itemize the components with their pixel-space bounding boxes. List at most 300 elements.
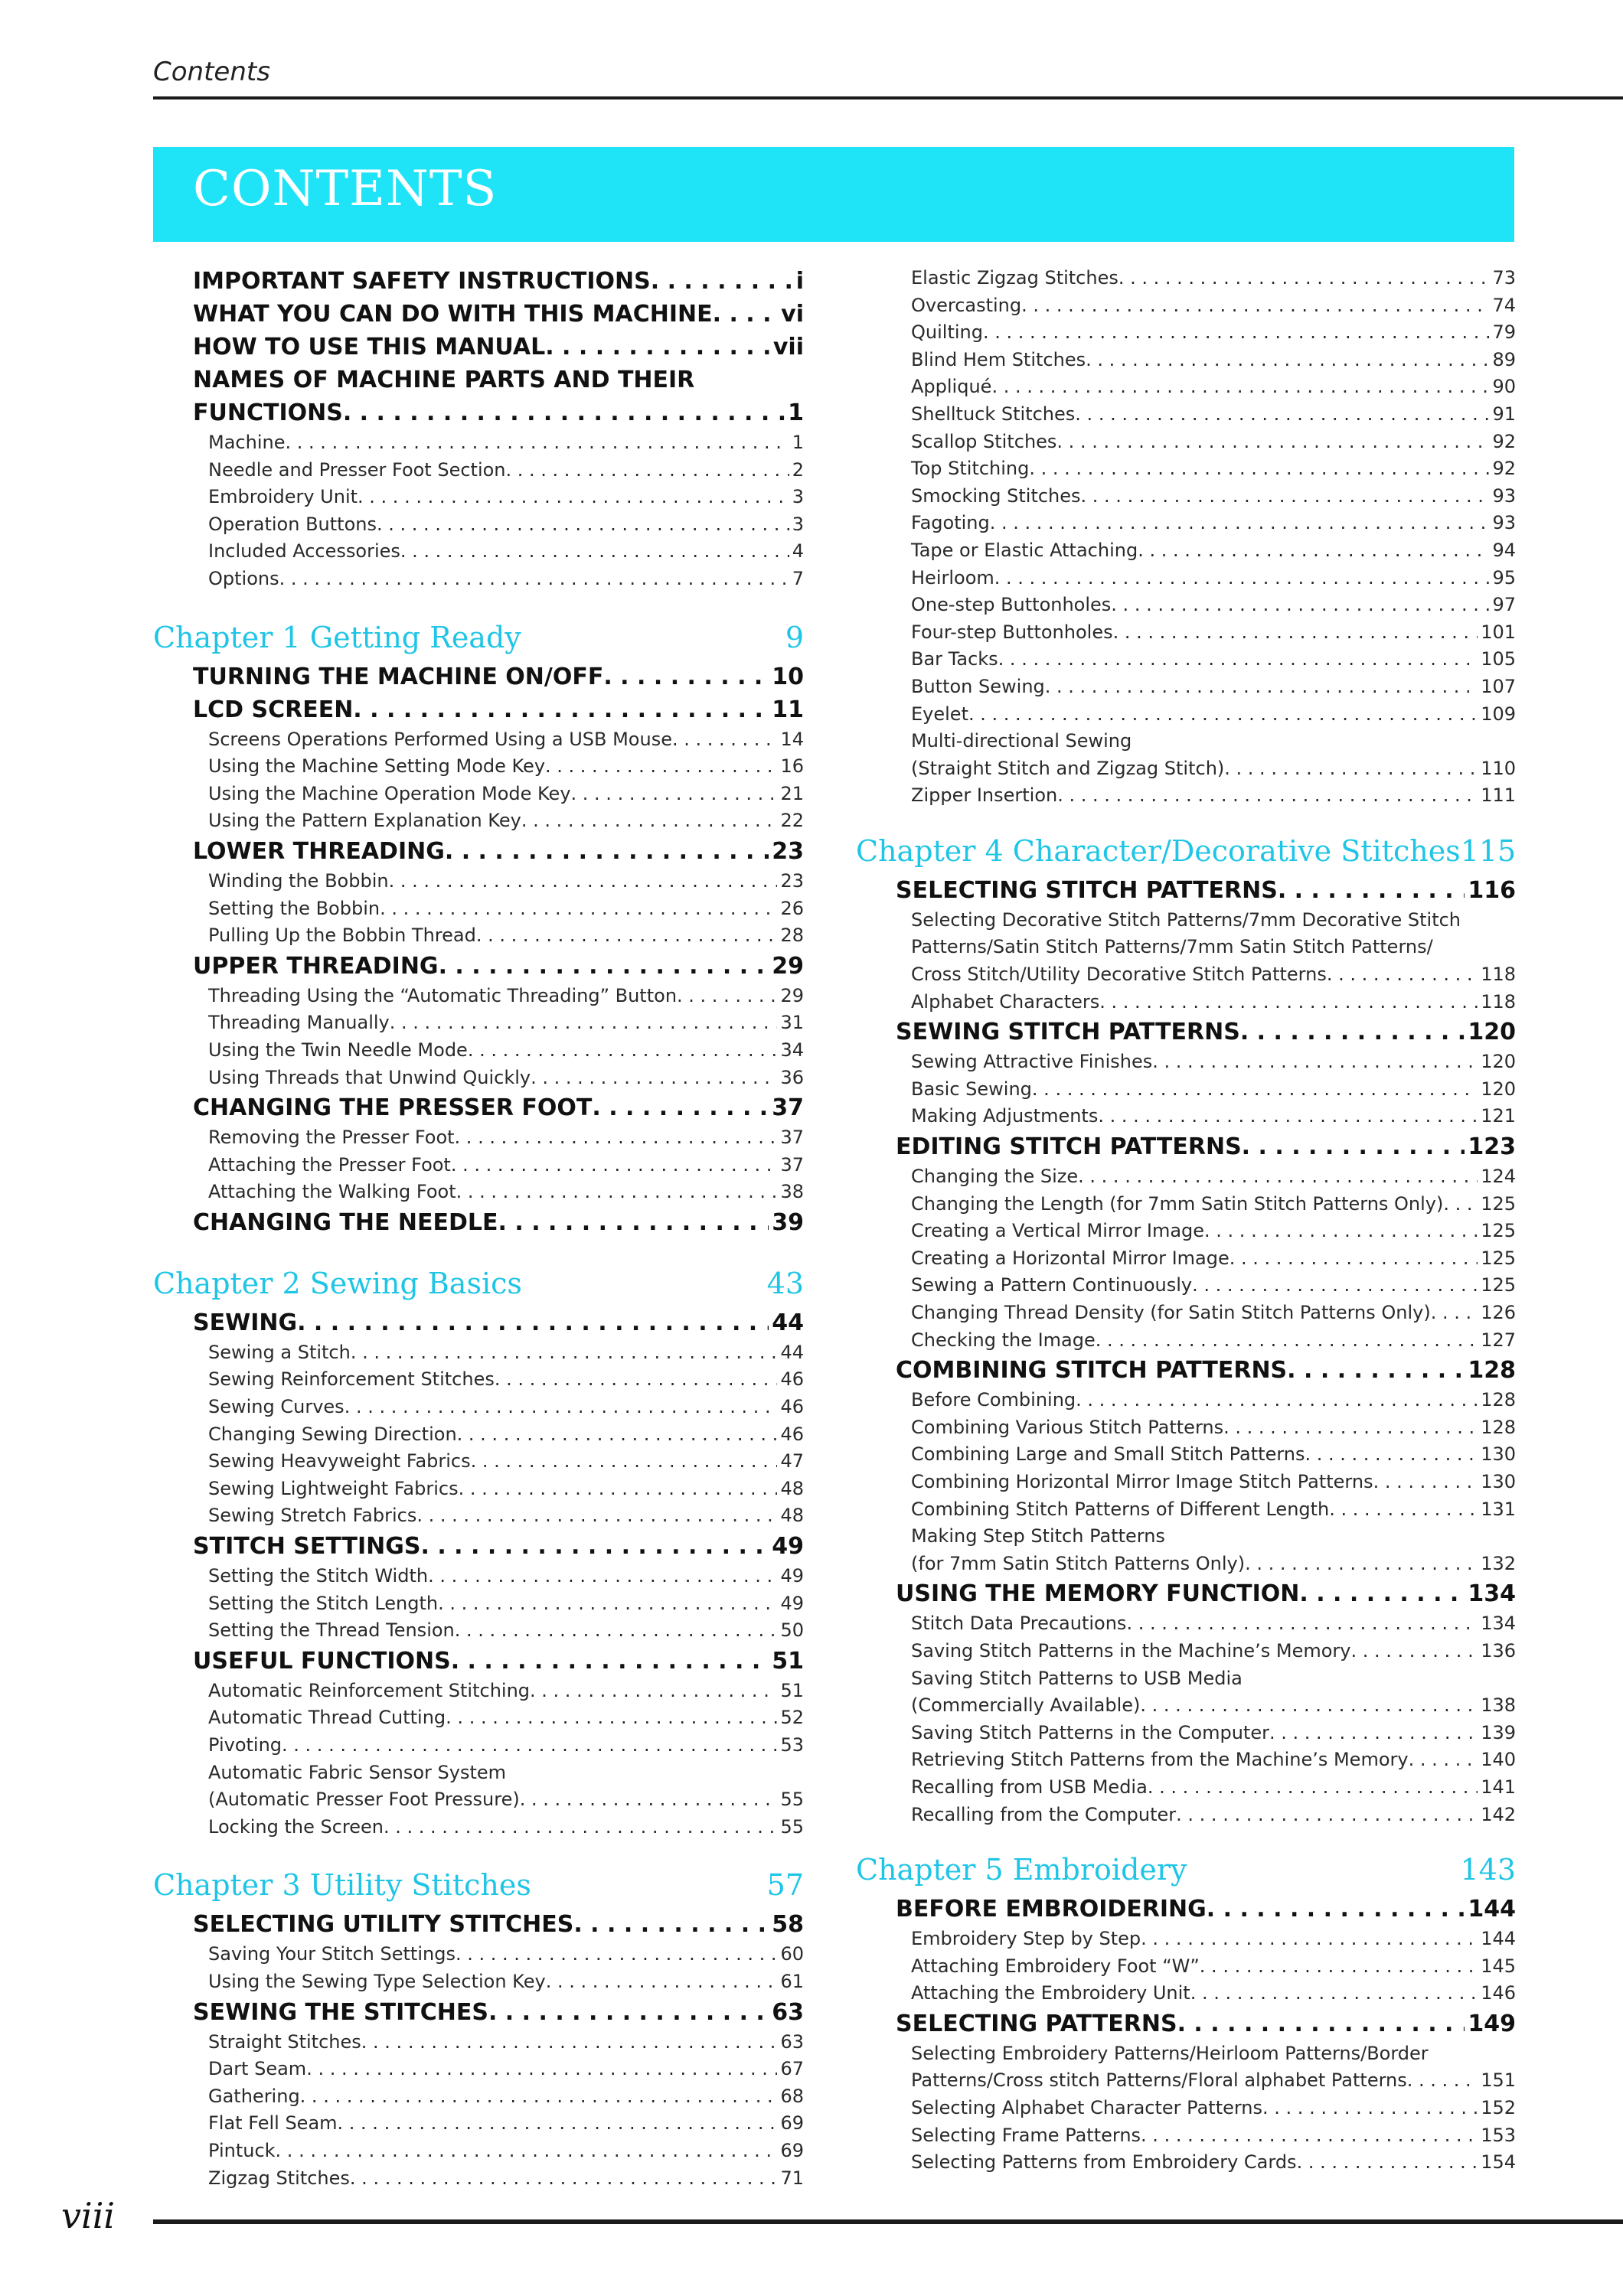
toc-subsection-title: Options	[208, 567, 279, 589]
dot-leader	[455, 1617, 778, 1645]
toc-section[interactable]	[856, 1354, 1516, 1387]
toc-subsection[interactable]	[153, 726, 804, 754]
toc-subsection[interactable]	[856, 619, 1516, 647]
toc-subsection[interactable]	[856, 483, 1516, 510]
toc-subsection-page: 23	[780, 869, 804, 892]
toc-subsection[interactable]	[153, 2110, 804, 2138]
toc-subsection[interactable]	[153, 868, 804, 895]
toc-subsection[interactable]	[856, 1774, 1516, 1802]
toc-subsection-title: Saving Your Stitch Settings	[208, 1943, 456, 1965]
toc-subsection-page: 152	[1481, 2097, 1516, 2119]
toc-section-title: SEWING THE STITCHES	[193, 1998, 488, 2026]
running-head: Contents	[153, 57, 270, 87]
toc-subsection-page: 138	[1481, 1694, 1516, 1717]
toc-section-page: i	[795, 268, 804, 295]
toc-section[interactable]	[153, 1908, 804, 1941]
toc-subsection[interactable]	[856, 1441, 1516, 1469]
toc-subsection[interactable]	[856, 1551, 1516, 1578]
toc-subsection-line: Saving Stitch Patterns to USB Media	[911, 1667, 1243, 1689]
toc-section-page: 23	[772, 837, 804, 865]
toc-subsection[interactable]	[856, 510, 1516, 537]
toc-subsection-title: Retrieving Stitch Patterns from the Machine’s Memory	[911, 1749, 1409, 1771]
dot-leader	[456, 1941, 778, 1968]
toc-subsection[interactable]	[856, 1638, 1516, 1665]
toc-subsection-page: 90	[1492, 376, 1516, 398]
toc-subsection-page: 49	[780, 1592, 804, 1614]
chapter-heading[interactable]	[856, 828, 1516, 874]
dot-leader	[1407, 2067, 1478, 2095]
toc-subsection[interactable]	[856, 1610, 1516, 1638]
toc-section[interactable]	[856, 1893, 1516, 1926]
toc-section-title: BEFORE EMBROIDERING	[896, 1896, 1207, 1923]
dot-leader	[1242, 1130, 1465, 1163]
toc-section-page: 29	[772, 952, 804, 980]
toc-section-page: 120	[1468, 1019, 1516, 1046]
toc-subsection-page: 130	[1481, 1470, 1516, 1492]
toc-section-title: USING THE MEMORY FUNCTION	[896, 1580, 1300, 1608]
toc-subsection-page: 52	[780, 1707, 804, 1729]
toc-subsection-title: Saving Stitch Patterns in the Computer	[911, 1721, 1269, 1743]
chapter-page: 143	[1460, 1853, 1516, 1887]
chapter-heading[interactable]	[153, 615, 804, 660]
toc-section-page: 116	[1468, 876, 1516, 904]
dot-leader	[350, 2165, 778, 2193]
chapter-heading[interactable]	[856, 1847, 1516, 1893]
dot-leader	[1076, 1387, 1478, 1414]
toc-subsection[interactable]	[153, 1339, 804, 1367]
dot-leader	[530, 1678, 777, 1705]
toc-section[interactable]	[153, 660, 804, 693]
dot-leader	[358, 484, 789, 511]
bottom-rule	[153, 2219, 1623, 2224]
toc-subsection-title: Recalling from the Computer	[911, 1803, 1177, 1825]
toc-subsection[interactable]	[856, 565, 1516, 592]
toc-subsection-title: One-step Buttonholes	[911, 594, 1112, 616]
toc-section[interactable]	[153, 331, 804, 364]
toc-subsection[interactable]	[153, 1448, 804, 1476]
toc-section[interactable]	[856, 1130, 1516, 1163]
toc-subsection-page: 101	[1481, 621, 1516, 643]
toc-subsection-title: Alphabet Characters	[911, 990, 1100, 1013]
dot-leader	[571, 781, 778, 808]
toc-subsection-title: Checking the Image	[911, 1329, 1096, 1351]
toc-subsection-page: 125	[1481, 1247, 1516, 1269]
dot-leader	[476, 922, 778, 950]
toc-subsection[interactable]	[153, 1037, 804, 1065]
dot-leader	[1176, 1802, 1478, 1829]
dot-leader	[446, 1704, 777, 1732]
toc-subsection[interactable]	[153, 1617, 804, 1645]
toc-subsection[interactable]	[856, 347, 1516, 374]
dot-leader	[377, 511, 789, 539]
toc-section-page: 128	[1468, 1357, 1516, 1384]
toc-subsection-page: 120	[1481, 1051, 1516, 1073]
toc-subsection-page: 46	[780, 1423, 804, 1445]
toc-subsection-page: 37	[780, 1127, 804, 1149]
toc-subsection[interactable]	[856, 1327, 1516, 1355]
dot-leader	[495, 1366, 778, 1394]
toc-section-page: 39	[772, 1208, 804, 1236]
toc-section[interactable]	[153, 1206, 804, 1239]
dot-leader	[672, 726, 777, 754]
toc-subsection[interactable]	[153, 1179, 804, 1206]
dot-leader	[498, 1206, 769, 1239]
dot-leader	[531, 1065, 777, 1092]
toc-section[interactable]	[856, 2007, 1516, 2040]
toc-subsection-line: Selecting Decorative Stitch Patterns/7mm Decorative Stitch	[911, 908, 1461, 931]
toc-subsection[interactable]	[856, 961, 1516, 989]
toc-subsection[interactable]	[856, 1218, 1516, 1245]
toc-subsection-title: Changing the Length (for 7mm Satin Stitch Patterns Only)	[911, 1192, 1444, 1215]
toc-subsection-title: Changing Sewing Direction	[208, 1423, 457, 1445]
toc-subsection[interactable]	[153, 895, 804, 923]
toc-subsection-title: Sewing Attractive Finishes	[911, 1051, 1153, 1073]
toc-section-title: STITCH SETTINGS	[193, 1533, 421, 1561]
dot-leader	[592, 1091, 769, 1124]
toc-subsection[interactable]	[153, 1421, 804, 1449]
toc-subsection-title: Smocking Stitches	[911, 484, 1081, 507]
toc-subsection-title: Gathering	[208, 2085, 300, 2107]
toc-subsection-page: 7	[792, 567, 804, 589]
toc-subsection-title: Creating a Vertical Mirror Image	[911, 1220, 1205, 1242]
toc-section-title: COMBINING STITCH PATTERNS	[896, 1357, 1288, 1384]
toc-subsection-title: Top Stitching	[911, 458, 1030, 480]
toc-subsection[interactable]	[856, 1414, 1516, 1442]
toc-subsection-title: Screens Operations Performed Using a USB Mouse	[208, 728, 672, 750]
dot-leader	[1099, 989, 1478, 1016]
toc-subsection-title: Bar Tacks	[911, 648, 998, 670]
dot-leader	[713, 298, 779, 331]
toc-subsection-title: Dart Seam	[208, 2058, 307, 2080]
toc-subsection-page: 151	[1481, 2069, 1516, 2092]
toc-section[interactable]	[153, 693, 804, 726]
toc-subsection-page: 74	[1492, 294, 1516, 316]
toc-subsection-page: 153	[1481, 2124, 1516, 2146]
toc-subsection[interactable]	[856, 989, 1516, 1016]
toc-subsection[interactable]	[856, 1469, 1516, 1496]
dot-leader	[1141, 2122, 1478, 2150]
toc-subsection[interactable]	[856, 1049, 1516, 1076]
toc-subsection-title: Combining Stitch Patterns of Different Length	[911, 1498, 1330, 1520]
toc-subsection-page: 55	[780, 1815, 804, 1838]
toc-subsection-page: 1	[792, 432, 804, 453]
toc-subsection-title: Using Threads that Unwind Quickly	[208, 1066, 531, 1088]
toc-subsection[interactable]	[153, 2138, 804, 2165]
toc-subsection-page: 26	[780, 897, 804, 919]
toc-subsection[interactable]	[856, 1802, 1516, 1829]
toc-subsection-page: 109	[1481, 703, 1516, 725]
toc-subsection-page: 71	[780, 2167, 804, 2189]
toc-section[interactable]	[153, 265, 804, 298]
toc-subsection[interactable]	[153, 2029, 804, 2056]
toc-subsection-title: Sewing Stretch Fabrics	[208, 1505, 417, 1527]
toc-subsection[interactable]	[153, 538, 804, 566]
toc-subsection[interactable]	[856, 1496, 1516, 1524]
toc-subsection[interactable]	[856, 592, 1516, 619]
toc-subsection-title: Combining Various Stitch Patterns	[911, 1416, 1224, 1438]
toc-subsection-page: 3	[792, 513, 804, 535]
toc-subsection[interactable]	[153, 2056, 804, 2083]
toc-subsection-title: Needle and Presser Foot Section	[208, 458, 506, 481]
toc-section-page: 11	[772, 696, 804, 723]
toc-section[interactable]	[153, 835, 804, 868]
toc-subsection[interactable]	[153, 781, 804, 808]
toc-subsection-title: Pintuck	[208, 2139, 276, 2161]
toc-section-title: SELECTING PATTERNS	[896, 2010, 1177, 2037]
dot-leader	[1192, 1272, 1478, 1300]
toc-section-page: 1	[788, 400, 804, 426]
toc-subsection-page: 36	[780, 1066, 804, 1088]
toc-subsection[interactable]	[153, 1968, 804, 1996]
toc-section-title: LOWER THREADING	[193, 837, 445, 865]
toc-subsection-page: 38	[780, 1181, 804, 1203]
toc-subsection[interactable]	[153, 983, 804, 1010]
toc-subsection-page: 118	[1481, 990, 1516, 1013]
toc-section[interactable]	[153, 1306, 804, 1339]
toc-subsection[interactable]	[153, 1065, 804, 1092]
toc-section[interactable]	[856, 874, 1516, 907]
dot-leader	[651, 265, 793, 298]
toc-subsection-page: 67	[780, 2058, 804, 2080]
dot-leader	[1190, 1980, 1478, 2007]
dot-leader	[1350, 1638, 1478, 1665]
toc-section[interactable]	[856, 1577, 1516, 1610]
chapter-heading[interactable]	[153, 1261, 804, 1306]
toc-subsection[interactable]	[153, 807, 804, 835]
dot-leader	[285, 429, 789, 457]
toc-section[interactable]	[153, 1996, 804, 2029]
toc-section[interactable]	[856, 1016, 1516, 1049]
toc-subsection[interactable]	[856, 2095, 1516, 2122]
toc-subsection[interactable]	[153, 1563, 804, 1590]
toc-section-title: HOW TO USE THIS MANUAL	[193, 334, 546, 360]
toc-section[interactable]	[153, 950, 804, 983]
toc-subsection[interactable]	[856, 1272, 1516, 1300]
dot-leader	[1021, 292, 1489, 320]
toc-subsection-title: Using the Machine Operation Mode Key	[208, 782, 571, 804]
toc-subsection[interactable]	[856, 455, 1516, 483]
dot-leader	[300, 2083, 778, 2111]
toc-subsection[interactable]	[153, 2165, 804, 2193]
dot-leader	[1177, 2007, 1465, 2040]
chapter-heading[interactable]	[153, 1862, 804, 1908]
toc-subsection-title: Embroidery Unit	[208, 486, 358, 508]
toc-subsection[interactable]	[856, 646, 1516, 673]
dot-leader	[416, 1502, 777, 1530]
dot-leader	[1056, 429, 1489, 456]
toc-section-title: SEWING STITCH PATTERNS	[896, 1019, 1240, 1046]
dot-leader	[521, 807, 778, 835]
toc-subsection-title: Changing Thread Density (for Satin Stitch Patterns Only)	[911, 1302, 1431, 1323]
toc-section-page: vii	[772, 334, 804, 360]
toc-subsection[interactable]	[153, 1152, 804, 1179]
contents-banner	[153, 147, 1514, 242]
toc-section-page: 58	[772, 1911, 804, 1939]
toc-subsection[interactable]	[856, 1720, 1516, 1747]
toc-subsection-title: Setting the Stitch Length	[208, 1592, 439, 1614]
toc-subsection[interactable]	[856, 782, 1516, 810]
dot-leader	[438, 1590, 777, 1618]
toc-subsection-title: Using the Machine Setting Mode Key	[208, 755, 546, 778]
toc-subsection-title: Fagoting	[911, 512, 990, 534]
dot-leader	[1141, 1926, 1478, 1953]
toc-subsection[interactable]	[153, 1502, 804, 1530]
toc-subsection[interactable]	[856, 319, 1516, 347]
toc-subsection[interactable]	[153, 1732, 804, 1760]
toc-subsection-page: 125	[1481, 1274, 1516, 1296]
toc-subsection-page: 125	[1481, 1192, 1516, 1215]
toc-left-column	[153, 265, 804, 2192]
toc-subsection[interactable]	[856, 1300, 1516, 1327]
toc-subsection-title: Before Combining	[911, 1389, 1076, 1411]
dot-leader	[983, 319, 1489, 347]
toc-subsection-title: Attaching the Embroidery Unit	[911, 1982, 1190, 2004]
toc-subsection[interactable]	[153, 1366, 804, 1394]
dot-leader	[546, 1968, 778, 1996]
dot-leader	[998, 646, 1478, 673]
toc-subsection[interactable]	[856, 292, 1516, 320]
toc-subsection[interactable]	[856, 1746, 1516, 1774]
toc-subsection[interactable]	[856, 537, 1516, 565]
toc-subsection[interactable]	[856, 429, 1516, 456]
dot-leader	[1086, 347, 1489, 374]
toc-subsection[interactable]	[153, 1009, 804, 1037]
chapter-title: Chapter 5 Embroidery	[856, 1853, 1187, 1887]
dot-leader	[994, 565, 1490, 592]
dot-leader	[1329, 1496, 1478, 1524]
toc-section-title: EDITING STITCH PATTERNS	[896, 1133, 1242, 1161]
toc-subsection[interactable]	[856, 1163, 1516, 1191]
toc-subsection-page: 92	[1492, 430, 1516, 452]
toc-subsection[interactable]	[856, 2149, 1516, 2177]
toc-subsection[interactable]	[153, 1124, 804, 1152]
toc-subsection[interactable]	[153, 1704, 804, 1732]
toc-subsection-title: Saving Stitch Patterns in the Machine’s Memory	[911, 1639, 1351, 1662]
dot-leader	[1098, 1103, 1478, 1130]
toc-subsection[interactable]	[153, 753, 804, 781]
toc-subsection[interactable]	[153, 1786, 804, 1814]
toc-subsection[interactable]	[856, 2067, 1516, 2095]
toc-subsection[interactable]	[153, 511, 804, 539]
toc-subsection-title: Machine	[208, 432, 286, 453]
dot-leader	[420, 1530, 769, 1563]
toc-subsection-page: 3	[792, 486, 804, 508]
toc-subsection[interactable]	[856, 701, 1516, 729]
toc-subsection[interactable]	[856, 1926, 1516, 1953]
toc-subsection-page: 22	[780, 810, 804, 832]
toc-subsection-page: 69	[780, 2112, 804, 2135]
toc-subsection[interactable]	[856, 1980, 1516, 2007]
toc-subsection[interactable]	[153, 566, 804, 593]
toc-subsection[interactable]	[856, 1076, 1516, 1104]
dot-leader	[1207, 1893, 1465, 1926]
toc-subsection[interactable]	[856, 401, 1516, 429]
toc-subsection[interactable]	[153, 1590, 804, 1618]
toc-subsection-page: 139	[1481, 1721, 1516, 1743]
toc-subsection[interactable]	[856, 673, 1516, 701]
toc-subsection-page: 28	[780, 925, 804, 947]
chapter-title: Chapter 3 Utility Stitches	[153, 1868, 531, 1903]
toc-section[interactable]	[153, 1091, 804, 1124]
toc-subsection[interactable]	[856, 1103, 1516, 1130]
toc-subsection-page: 111	[1481, 784, 1516, 807]
toc-subsection-page: 34	[780, 1039, 804, 1061]
toc-subsection-line: Multi-directional Sewing	[911, 730, 1132, 752]
toc-subsection-page: 53	[780, 1734, 804, 1756]
toc-section[interactable]	[153, 1530, 804, 1563]
dot-leader	[991, 373, 1489, 401]
toc-subsection[interactable]	[856, 265, 1516, 292]
toc-subsection-page: 79	[1492, 321, 1516, 344]
toc-subsection-title: Zipper Insertion	[911, 784, 1058, 807]
dot-leader	[677, 983, 777, 1010]
toc-subsection-title: Setting the Bobbin	[208, 897, 380, 919]
toc-subsection[interactable]	[856, 2122, 1516, 2150]
top-rule	[153, 96, 1623, 99]
toc-subsection-page: 136	[1481, 1639, 1516, 1662]
dot-leader	[384, 1814, 777, 1841]
dot-leader	[456, 1179, 778, 1206]
toc-subsection[interactable]	[153, 1678, 804, 1705]
toc-section-page: 134	[1468, 1580, 1516, 1608]
dot-leader	[545, 753, 777, 781]
toc-subsection-page: 121	[1481, 1105, 1516, 1127]
toc-subsection[interactable]	[856, 1191, 1516, 1218]
toc-section[interactable]	[153, 1645, 804, 1678]
toc-subsection[interactable]	[153, 922, 804, 950]
chapter-title: Chapter 2 Sewing Basics	[153, 1266, 522, 1300]
toc-subsection[interactable]	[856, 373, 1516, 401]
toc-section[interactable]	[153, 298, 804, 331]
toc-subsection[interactable]	[153, 457, 804, 484]
dot-leader	[573, 1908, 769, 1941]
toc-subsection-page: 97	[1492, 594, 1516, 616]
toc-subsection-page: 144	[1481, 1928, 1516, 1950]
chapter-page: 115	[1460, 833, 1517, 868]
toc-subsection-page: 142	[1481, 1803, 1516, 1825]
toc-subsection[interactable]	[856, 1387, 1516, 1414]
dot-leader	[1140, 1692, 1478, 1720]
toc-subsection[interactable]	[153, 1814, 804, 1841]
toc-subsection[interactable]	[153, 1394, 804, 1421]
dot-leader	[1229, 1245, 1478, 1273]
toc-subsection-page: 94	[1492, 539, 1516, 561]
toc-subsection-title: Flat Fell Seam	[208, 2112, 338, 2135]
toc-subsection-title: Stitch Data Precautions	[911, 1613, 1127, 1635]
toc-subsection[interactable]	[153, 1941, 804, 1968]
toc-subsection[interactable]	[856, 755, 1516, 783]
toc-subsection-page: 29	[780, 984, 804, 1006]
toc-section[interactable]	[153, 396, 804, 429]
dot-leader	[545, 331, 770, 364]
toc-subsection[interactable]	[153, 2083, 804, 2111]
dot-leader	[1152, 1049, 1478, 1076]
toc-subsection[interactable]	[856, 1953, 1516, 1981]
dot-leader	[1113, 619, 1478, 647]
toc-subsection[interactable]	[856, 1692, 1516, 1720]
toc-subsection-title: Button Sewing	[911, 675, 1045, 697]
toc-subsection[interactable]	[153, 484, 804, 511]
dot-leader	[1138, 537, 1489, 565]
dot-leader	[1299, 1577, 1465, 1610]
toc-subsection[interactable]	[153, 1476, 804, 1503]
toc-subsection-page: 91	[1492, 403, 1516, 425]
dot-leader	[471, 1448, 778, 1476]
toc-subsection[interactable]	[153, 429, 804, 457]
dot-leader	[1278, 874, 1465, 907]
toc-subsection[interactable]	[856, 1245, 1516, 1273]
toc-subsection-title: Selecting Frame Patterns	[911, 2124, 1141, 2146]
